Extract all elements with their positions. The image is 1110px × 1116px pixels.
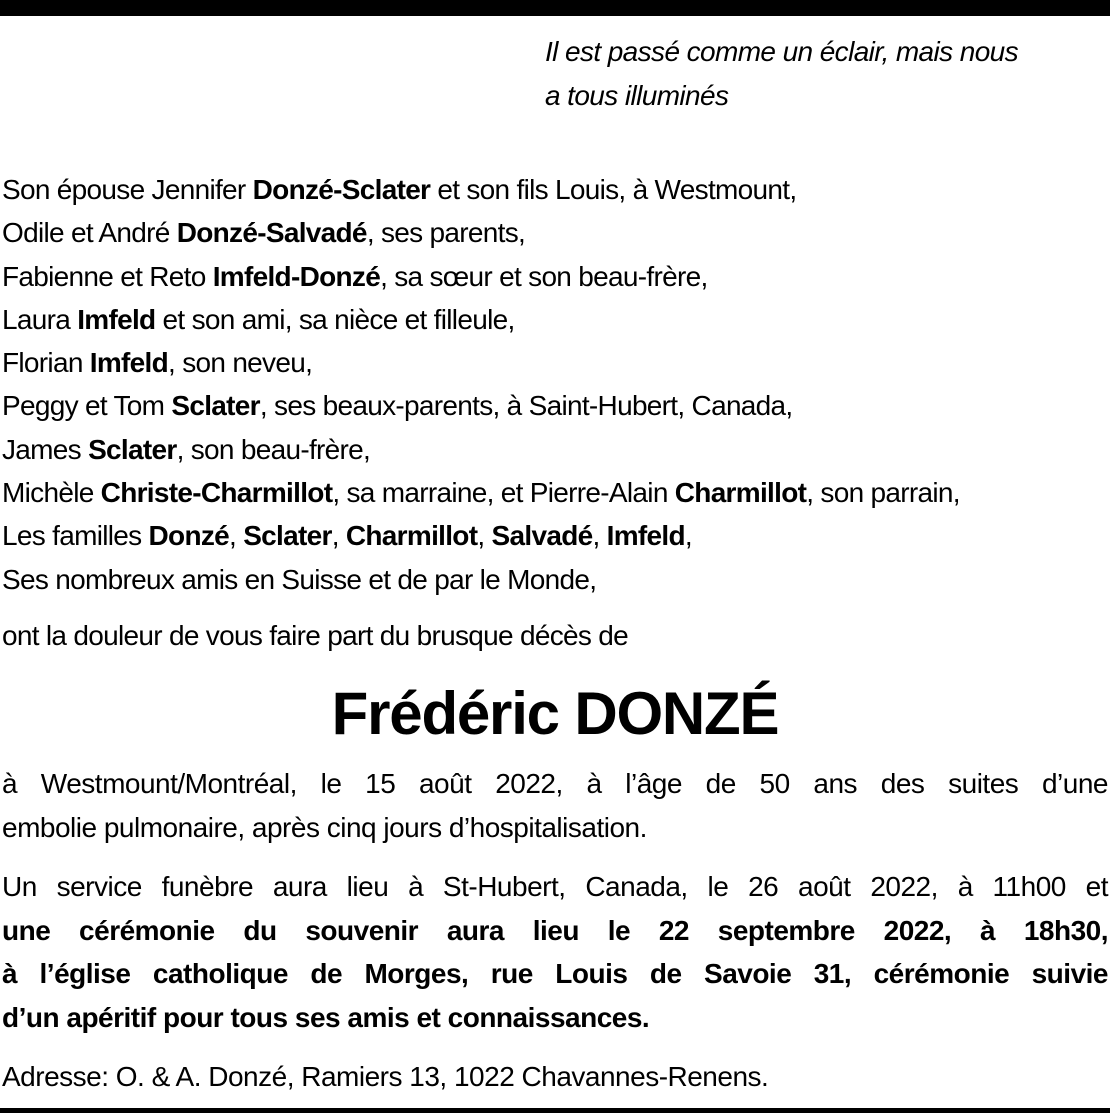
family-line xyxy=(2,558,1110,601)
death-details-line-2: embolie pulmonaire, après cinq jours d’hospitalisation. xyxy=(2,811,647,843)
top-border-rule xyxy=(0,0,1110,16)
family-surname: Imfeld xyxy=(89,347,169,379)
family-separator: , xyxy=(592,520,607,552)
family-line xyxy=(2,384,1110,427)
announcement-text: ont la douleur de vous faire part du brusque décès de xyxy=(2,620,629,651)
family-surname: Christe-Charmillot xyxy=(100,477,333,509)
family-separator: , xyxy=(684,520,692,552)
family-surname: Sclater xyxy=(243,520,332,552)
family-text: Florian xyxy=(2,347,90,379)
family-surname: Imfeld xyxy=(606,520,685,552)
family-surname: Salvadé xyxy=(491,520,593,552)
family-line xyxy=(2,341,1110,384)
family-surname: Charmillot xyxy=(674,477,807,509)
family-text: Fabienne et Reto xyxy=(2,260,213,292)
family-separator: , xyxy=(331,520,346,552)
family-surname: Sclater xyxy=(171,390,260,422)
family-text: Son épouse Jennifer xyxy=(2,174,253,205)
family-line xyxy=(2,428,1110,471)
family-text: Ses nombreux amis en Suisse et de par le Monde, xyxy=(2,563,597,595)
family-separator: , xyxy=(477,520,492,552)
epigraph-line-2: a tous illuminés xyxy=(545,80,729,111)
family-surname: Sclater xyxy=(88,433,177,465)
family-text: , son neveu, xyxy=(168,347,313,379)
epigraph-quote xyxy=(545,30,1110,118)
family-list xyxy=(2,168,1110,601)
family-surname: Charmillot xyxy=(345,520,478,552)
service-details xyxy=(2,865,1108,1039)
family-line xyxy=(2,168,1110,211)
family-line xyxy=(2,255,1110,298)
family-text: Peggy et Tom xyxy=(2,390,172,422)
family-text: Laura xyxy=(2,303,78,335)
family-text: James xyxy=(2,433,89,465)
service-line-3: à l’église catholique de Morges, rue Louis de Savoie 31, cérémonie suivie xyxy=(2,958,1108,989)
bottom-border-rule xyxy=(0,1108,1110,1113)
death-details xyxy=(2,762,1108,849)
family-text: , sa sœur et son beau-frère, xyxy=(380,260,708,292)
service-line-1: Un service funèbre aura lieu à St-Hubert, Canada, le 26 août 2022, à 11h00 et xyxy=(2,871,1108,902)
family-surname: Donzé-Sclater xyxy=(252,174,431,205)
family-surname: Imfeld xyxy=(77,303,156,335)
family-text: Odile et André xyxy=(2,217,177,249)
family-surname: Donzé-Salvadé xyxy=(176,217,367,249)
family-text: , ses parents, xyxy=(366,217,526,249)
family-text: , son parrain, xyxy=(806,477,960,509)
family-text: Michèle xyxy=(2,477,101,509)
family-surname: Imfeld-Donzé xyxy=(212,260,381,292)
service-line-2: une cérémonie du souvenir aura lieu le 22 septembre 2022, à 18h30, xyxy=(2,914,1108,946)
service-line-4: d’un apéritif pour tous ses amis et connaissances. xyxy=(2,1001,650,1033)
family-line xyxy=(2,471,1110,514)
family-text: et son ami, sa nièce et filleule, xyxy=(155,303,515,335)
family-text: Les familles xyxy=(2,520,149,552)
family-text: , son beau-frère, xyxy=(176,433,371,465)
family-line xyxy=(2,514,1110,557)
contact-address: Adresse: O. & A. Donzé, Ramiers 13, 1022 Chavannes-Renens. xyxy=(2,1061,769,1092)
family-text: , ses beaux-parents, à Saint-Hubert, Canada, xyxy=(259,390,793,422)
family-separator: , xyxy=(229,520,244,552)
death-details-line-1: à Westmount/Montréal, le 15 août 2022, à l’âge de 50 ans des suites d’une xyxy=(2,768,1108,799)
family-line xyxy=(2,211,1110,254)
family-text: et son fils Louis, à Westmount, xyxy=(430,174,797,205)
epigraph-line-1: Il est passé comme un éclair, mais nous xyxy=(545,36,1019,67)
family-surname: Donzé xyxy=(148,520,230,552)
family-line xyxy=(2,298,1110,341)
family-text: , sa marraine, et Pierre-Alain xyxy=(332,477,675,509)
deceased-name: Frédéric DONZÉ xyxy=(331,680,779,747)
